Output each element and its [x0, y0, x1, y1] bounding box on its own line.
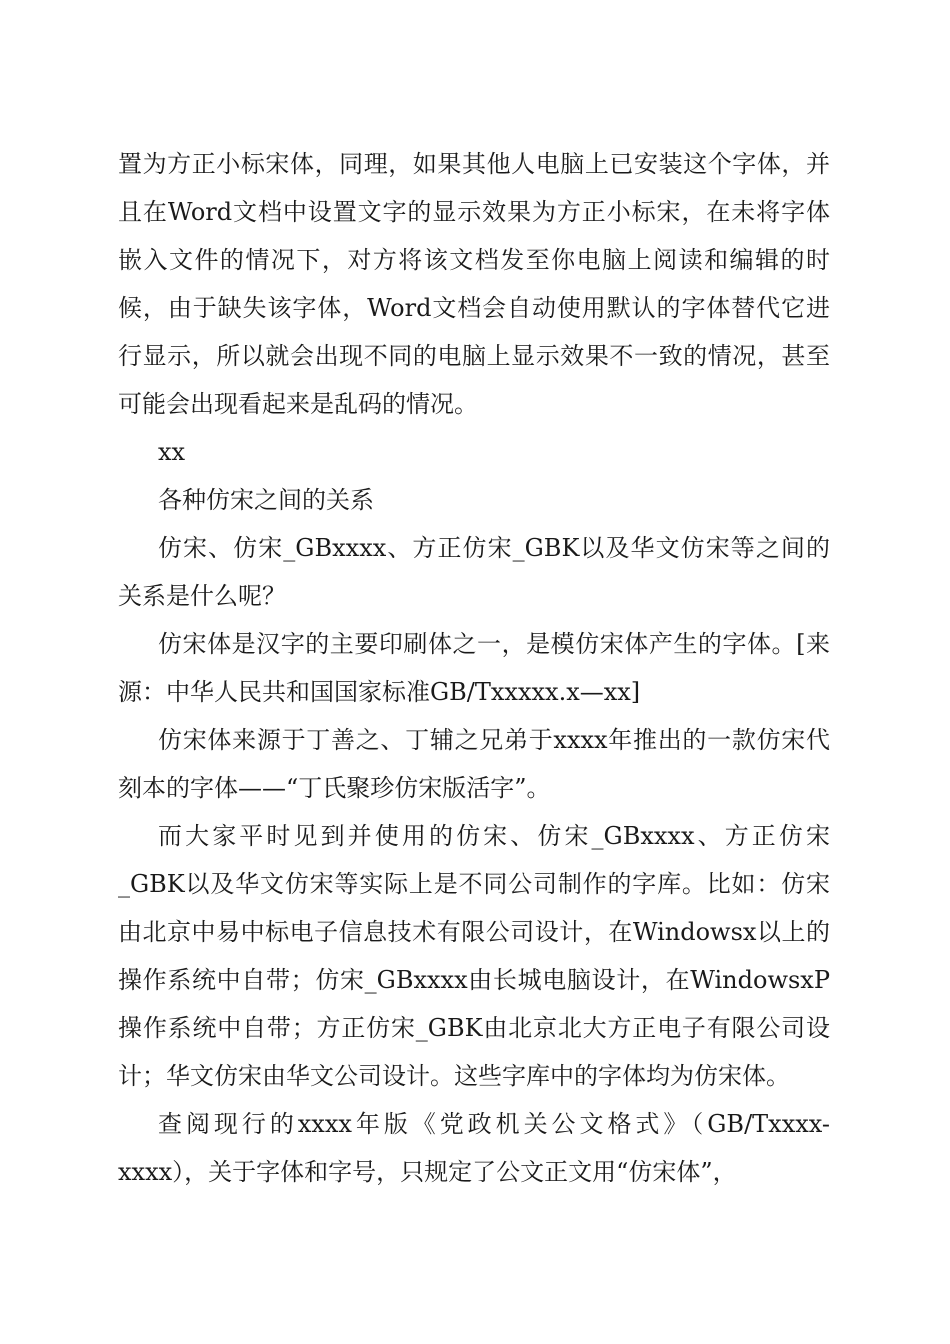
body-paragraph-4: 仿宋、仿宋_GBxxxx、方正仿宋_GBK以及华文仿宋等之间的关系是什么呢？	[118, 534, 830, 610]
body-paragraph-2: xx	[158, 438, 186, 466]
section-heading: 各种仿宋之间的关系	[158, 486, 374, 514]
document-page	[118, 140, 830, 1196]
body-paragraph-1: 置为方正小标宋体，同理，如果其他人电脑上已安装这个字体，并且在Word文档中设置文字的显示效果为方正小标宋，在未将字体嵌入文件的情况下，对方将该文档发至你电脑上阅读和编辑的时候，由于缺失该字体，Word文档会自动使用默认的字体替代它进行显示，所以就会出现不同的电脑上显示效果不一致的情况，甚至可能会出现看起来是乱码的情况。	[118, 150, 830, 418]
body-paragraph-7: 而大家平时见到并使用的仿宋、仿宋_GBxxxx、方正仿宋_GBK以及华文仿宋等实际上是不同公司制作的字库。比如：仿宋由北京中易中标电子信息技术有限公司设计，在Windowsx以上的操作系统中自带；仿宋_GBxxxx由长城电脑设计，在WindowsxP操作系统中自带；方正仿宋_GBK由北京北大方正电子有限公司设计；华文仿宋由华文公司设计。这些字库中的字体均为仿宋体。	[118, 822, 830, 1090]
body-paragraph-6: 仿宋体来源于丁善之、丁辅之兄弟于xxxx年推出的一款仿宋代刻本的字体——“丁氏聚珍仿宋版活字”。	[118, 726, 830, 802]
body-paragraph-5: 仿宋体是汉字的主要印刷体之一，是模仿宋体产生的字体。[来源：中华人民共和国国家标准GB/Txxxxx.x—xx]	[118, 630, 830, 706]
body-paragraph-8: 查阅现行的xxxx年版《党政机关公文格式》（GB/Txxxx-xxxx），关于字体和字号，只规定了公文正文用“仿宋体”，	[118, 1110, 830, 1186]
